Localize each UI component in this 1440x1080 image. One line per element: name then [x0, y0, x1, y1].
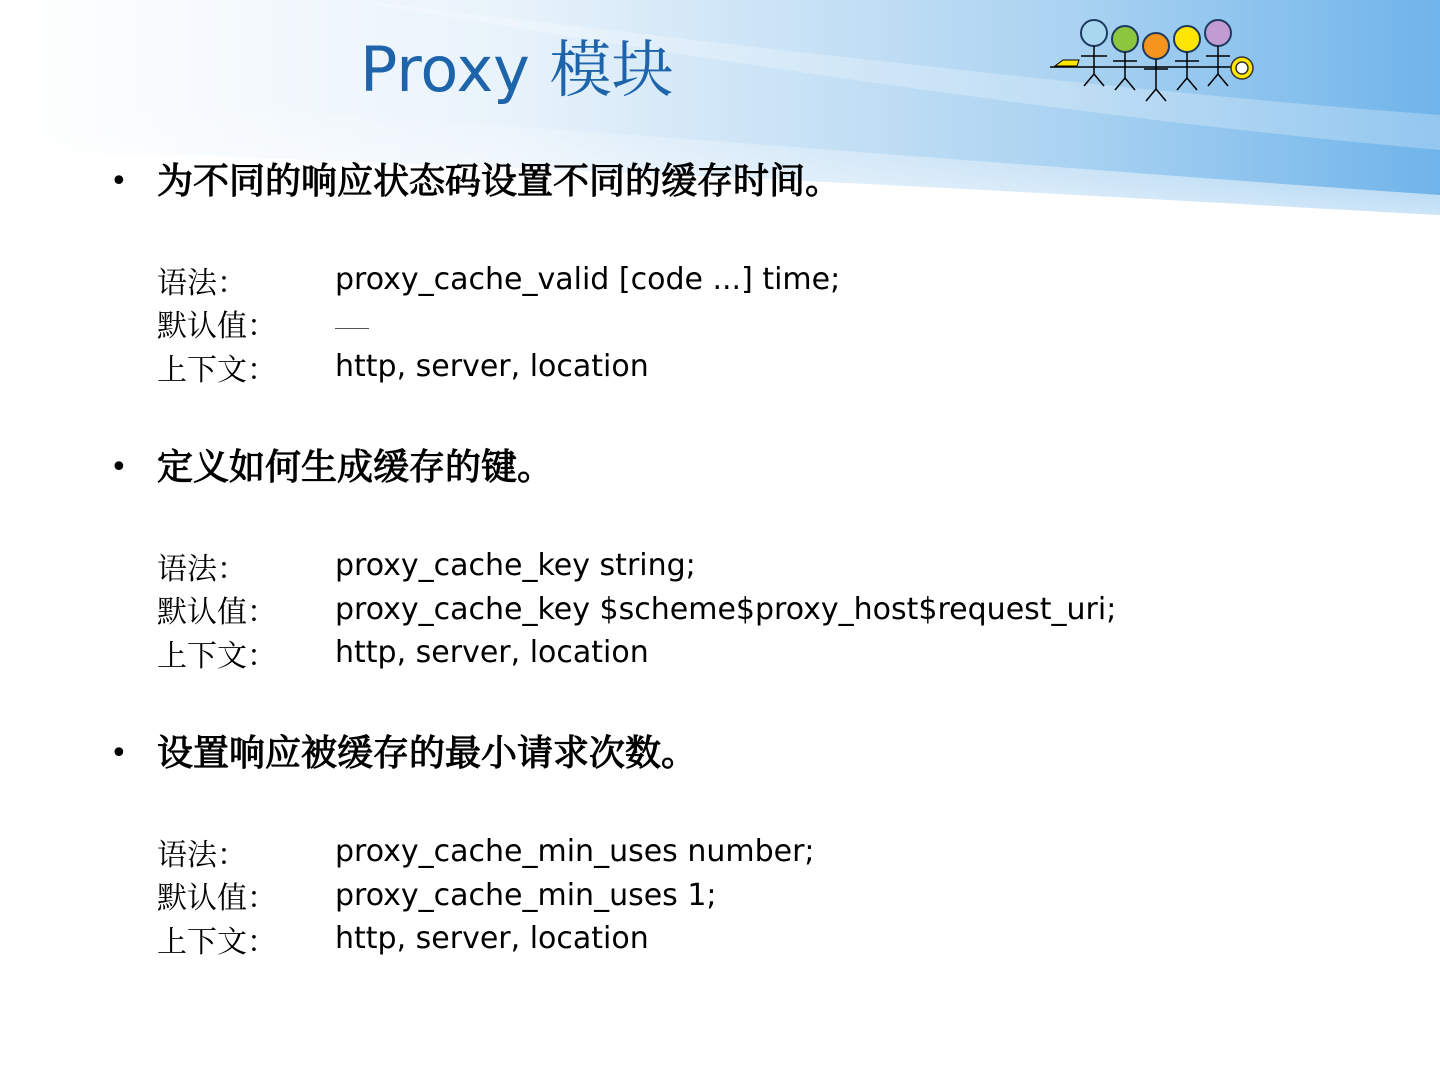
context-value: http, server, location [335, 349, 649, 385]
default-row [157, 588, 1310, 632]
syntax-value: proxy_cache_min_uses number; [335, 834, 815, 870]
syntax-value: proxy_cache_key string; [335, 548, 696, 584]
default-value [335, 306, 369, 341]
slide-title: Proxy 模块 [360, 33, 674, 106]
stick-figures-logo [1045, 14, 1260, 106]
section-cache-valid [110, 160, 1310, 389]
syntax-value: proxy_cache_valid [code ...] time; [335, 262, 841, 298]
bullet: • [110, 736, 128, 771]
syntax-row [157, 258, 1310, 302]
default-label: 默认值： [157, 309, 277, 345]
context-label: 上下文： [157, 638, 277, 674]
default-value: proxy_cache_key $scheme$proxy_host$request_uri; [335, 591, 1117, 627]
context-row [157, 345, 1310, 389]
context-label: 上下文： [157, 352, 277, 388]
default-label: 默认值： [157, 881, 277, 917]
section-min-uses [110, 732, 1310, 961]
context-row [157, 917, 1310, 961]
bullet: • [110, 450, 128, 485]
syntax-row [157, 544, 1310, 588]
context-row [157, 631, 1310, 675]
syntax-label: 语法： [157, 265, 247, 301]
section-cache-key [110, 446, 1310, 675]
syntax-label: 语法： [157, 837, 247, 873]
context-label: 上下文： [157, 924, 277, 960]
syntax-label: 语法： [157, 551, 247, 587]
default-value: proxy_cache_min_uses 1; [335, 877, 717, 913]
bullet: • [110, 164, 128, 199]
directive-table [157, 830, 1310, 961]
context-value: http, server, location [335, 921, 649, 957]
section-heading: 定义如何生成缓存的键。 [157, 447, 554, 488]
dash-mark [335, 328, 369, 329]
default-row [157, 302, 1310, 346]
syntax-row [157, 830, 1310, 874]
section-heading: 为不同的响应状态码设置不同的缓存时间。 [157, 161, 842, 202]
directive-table [157, 258, 1310, 389]
default-label: 默认值： [157, 595, 277, 631]
context-value: http, server, location [335, 635, 649, 671]
directive-table [157, 544, 1310, 675]
section-heading: 设置响应被缓存的最小请求次数。 [157, 733, 698, 774]
default-row [157, 874, 1310, 918]
